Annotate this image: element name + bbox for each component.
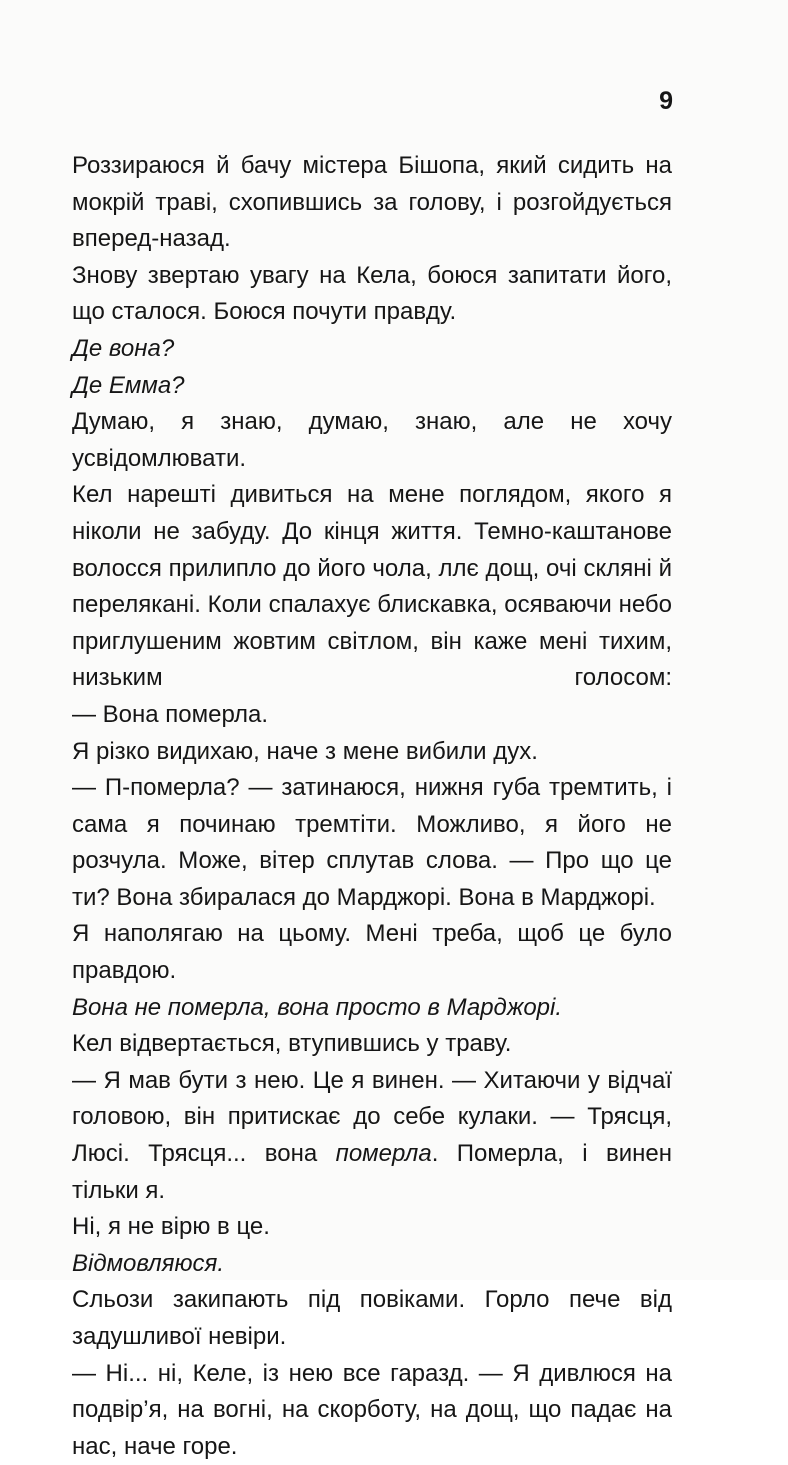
paragraph-text-part: — Я мав бути з нею. Це я винен. — Хитаючи у відчаї головою, він притискає до себе кулаки. — Трясця, Люсі. Трясця... вона [72,1066,672,1168]
paragraph-text: Відмовляюся. [72,1249,225,1277]
page-number: 9 [659,87,673,115]
paragraph-text: Я наполягаю на цьому. Мені треба, щоб це було правдою. [72,920,672,985]
paragraph-text: Думаю, я знаю, думаю, знаю, але не хочу усвідомлювати. [72,408,672,472]
paragraph [72,477,672,697]
body-text [72,148,672,1465]
paragraph-text: Де Емма? [72,371,185,399]
paragraph-text: — Вона померла. [72,700,269,728]
dialogue-line [72,697,672,734]
paragraph-text: Роззираюся й бачу містера Бішопа, який сидить на мокрій траві, схопившись за голову, і розгойдується вперед-назад. [72,152,672,253]
paragraph-text-part: . Померла, і винен тільки я. [72,1140,672,1204]
paragraph-text: Ні, я не вірю в це. [72,1213,270,1241]
paragraph-text: Знову звертаю увагу на Кела, боюся запитати його, що сталося. Боюся почути правду. [72,261,672,326]
paragraph-text: Сльози закипають під повіками. Горло пече від задушливої невіри. [72,1286,672,1350]
emphasized-word: померла [335,1140,432,1168]
dialogue-line [72,1356,672,1465]
dialogue-line [72,1063,672,1209]
paragraph-text: Де вона? [72,334,175,362]
dialogue-line [72,770,672,916]
paragraph-text: Кел нарешті дивиться на мене поглядом, якого я ніколи не забуду. До кінця життя. Темно-каштанове волосся прилипло до його чола, ллє дощ, очі скляні й перелякані. Коли спалахує блискавка, осяваючи небо приглушеним жовтим світлом, він каже мені тихим, низьким голосом: [72,481,672,692]
paragraph [72,258,672,331]
paragraph-italic [72,331,672,368]
paragraph [72,404,672,477]
paragraph-text: Вона не померла, вона просто в Марджорі. [72,993,563,1021]
paragraph [72,1026,672,1063]
paragraph-text: — Ні... ні, Келе, із нею все гаразд. — Я дивлюся на подвір’я, на вогні, на скорботу, на дощ, що падає на нас, наче горе. [72,1359,672,1460]
paragraph-text: — П-померла? — затинаюся, нижня губа тремтить, і сама я починаю тремтіти. Можливо, я його не розчула. Може, вітер сплутав слова. — Про що це ти? Вона збиралася до Марджорі. Вона в Марджорі. [72,774,672,911]
paragraph-italic [72,1246,672,1283]
paragraph-italic [72,990,672,1027]
paragraph [72,734,672,771]
paragraph [72,148,672,258]
paragraph [72,1282,672,1355]
paragraph-italic [72,368,672,405]
paragraph [72,916,672,989]
paragraph-text: Кел відвертається, втупившись у траву. [72,1030,512,1058]
paragraph [72,1209,672,1246]
paragraph-text: Я різко видихаю, наче з мене вибили дух. [72,737,538,765]
